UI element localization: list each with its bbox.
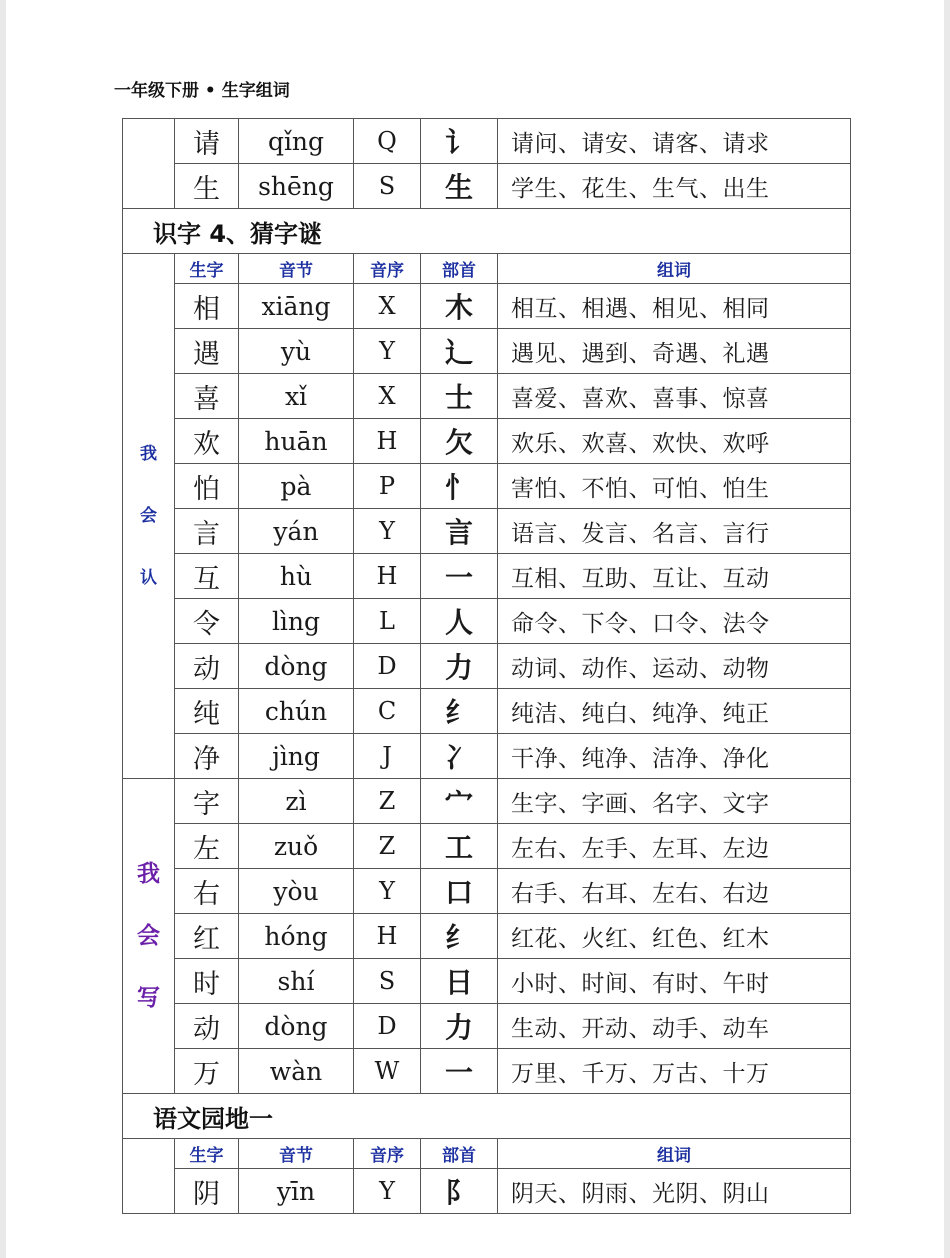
radical-cell: 工 [421, 824, 498, 869]
section-title: 语文园地一 [123, 1094, 851, 1139]
pinyin-cell: yòu [239, 869, 354, 914]
char-cell: 欢 [175, 419, 239, 464]
char-cell: 净 [175, 734, 239, 779]
pinyin-cell: hóng [239, 914, 354, 959]
header-radical: 部首 [421, 1139, 498, 1169]
order-cell: L [354, 599, 421, 644]
header-pinyin: 音节 [239, 254, 354, 284]
char-cell: 喜 [175, 374, 239, 419]
order-cell: W [354, 1049, 421, 1094]
words-cell: 遇见、遇到、奇遇、礼遇 [498, 329, 851, 374]
words-cell: 相互、相遇、相见、相同 [498, 284, 851, 329]
order-cell: Z [354, 779, 421, 824]
side-label-char: 写 [137, 985, 160, 1011]
blank-side-cell [123, 1139, 175, 1214]
radical-cell: 一 [421, 554, 498, 599]
order-cell: P [354, 464, 421, 509]
char-cell: 请 [175, 119, 239, 164]
words-cell: 纯洁、纯白、纯净、纯正 [498, 689, 851, 734]
order-cell: H [354, 554, 421, 599]
words-cell: 命令、下令、口令、法令 [498, 599, 851, 644]
table-row [123, 779, 851, 824]
page-title: 一年级下册 • 生字组词 [114, 81, 290, 101]
radical-cell: 欠 [421, 419, 498, 464]
pinyin-cell: dòng [239, 1004, 354, 1049]
pinyin-cell: yán [239, 509, 354, 554]
table-row [123, 599, 851, 644]
radical-cell: 士 [421, 374, 498, 419]
radical-cell: 忄 [421, 464, 498, 509]
pinyin-cell: qǐng [239, 119, 354, 164]
order-cell: Y [354, 1169, 421, 1214]
table-row [123, 554, 851, 599]
radical-cell: 讠 [421, 119, 498, 164]
order-cell: D [354, 1004, 421, 1049]
side-label-char: 认 [140, 568, 157, 588]
radical-cell: 冫 [421, 734, 498, 779]
page-edge-left [0, 0, 6, 1258]
header-char: 生字 [175, 254, 239, 284]
words-cell: 学生、花生、生气、出生 [498, 164, 851, 209]
radical-cell: 一 [421, 1049, 498, 1094]
header-pinyin: 音节 [239, 1139, 354, 1169]
order-cell: S [354, 959, 421, 1004]
pinyin-cell: shí [239, 959, 354, 1004]
side-label-char: 会 [140, 506, 157, 526]
char-cell: 右 [175, 869, 239, 914]
header-order: 音序 [354, 254, 421, 284]
side-label-char: 我 [140, 444, 157, 464]
table-row [123, 284, 851, 329]
char-cell: 动 [175, 1004, 239, 1049]
pinyin-cell: chún [239, 689, 354, 734]
words-cell: 右手、右耳、左右、右边 [498, 869, 851, 914]
words-cell: 小时、时间、有时、午时 [498, 959, 851, 1004]
order-cell: Q [354, 119, 421, 164]
radical-cell: 纟 [421, 914, 498, 959]
order-cell: C [354, 689, 421, 734]
char-cell: 左 [175, 824, 239, 869]
words-cell: 喜爱、喜欢、喜事、惊喜 [498, 374, 851, 419]
char-cell: 遇 [175, 329, 239, 374]
column-header-row [123, 1139, 851, 1169]
words-cell: 语言、发言、名言、言行 [498, 509, 851, 554]
page-edge-right [944, 0, 950, 1258]
order-cell: Y [354, 509, 421, 554]
table-row [123, 869, 851, 914]
header-words: 组词 [498, 1139, 851, 1169]
header-order: 音序 [354, 1139, 421, 1169]
char-cell: 红 [175, 914, 239, 959]
pinyin-cell: xǐ [239, 374, 354, 419]
order-cell: Y [354, 329, 421, 374]
table-row [123, 914, 851, 959]
char-cell: 时 [175, 959, 239, 1004]
words-cell: 阴天、阴雨、光阴、阴山 [498, 1169, 851, 1214]
table-row [123, 959, 851, 1004]
words-cell: 害怕、不怕、可怕、怕生 [498, 464, 851, 509]
char-cell: 相 [175, 284, 239, 329]
table-row [123, 734, 851, 779]
table-row [123, 119, 851, 164]
section-header [123, 1094, 851, 1139]
radical-cell: 生 [421, 164, 498, 209]
pinyin-cell: wàn [239, 1049, 354, 1094]
table-row [123, 464, 851, 509]
pinyin-cell: shēng [239, 164, 354, 209]
pinyin-cell: yīn [239, 1169, 354, 1214]
radical-cell: 人 [421, 599, 498, 644]
order-cell: Z [354, 824, 421, 869]
radical-cell: 纟 [421, 689, 498, 734]
pinyin-cell: pà [239, 464, 354, 509]
pinyin-cell: huān [239, 419, 354, 464]
pinyin-cell: hù [239, 554, 354, 599]
char-cell: 纯 [175, 689, 239, 734]
words-cell: 请问、请安、请客、请求 [498, 119, 851, 164]
section-title: 识字 4、猜字谜 [123, 209, 851, 254]
words-cell: 左右、左手、左耳、左边 [498, 824, 851, 869]
table-row [123, 689, 851, 734]
header-words: 组词 [498, 254, 851, 284]
words-cell: 生动、开动、动手、动车 [498, 1004, 851, 1049]
char-cell: 言 [175, 509, 239, 554]
table-row [123, 644, 851, 689]
table-row [123, 1004, 851, 1049]
pinyin-cell: lìng [239, 599, 354, 644]
char-cell: 生 [175, 164, 239, 209]
pinyin-cell: jìng [239, 734, 354, 779]
radical-cell: 阝 [421, 1169, 498, 1214]
table-row [123, 509, 851, 554]
table-body [123, 119, 851, 1214]
header-char: 生字 [175, 1139, 239, 1169]
order-cell: X [354, 374, 421, 419]
side-label-char: 会 [137, 923, 160, 949]
order-cell: H [354, 914, 421, 959]
pinyin-cell: xiāng [239, 284, 354, 329]
words-cell: 互相、互助、互让、互动 [498, 554, 851, 599]
table-row [123, 824, 851, 869]
order-cell: H [354, 419, 421, 464]
order-cell: X [354, 284, 421, 329]
char-cell: 字 [175, 779, 239, 824]
order-cell: S [354, 164, 421, 209]
vocabulary-table [122, 118, 851, 1214]
side-label-char: 我 [137, 861, 160, 887]
words-cell: 欢乐、欢喜、欢快、欢呼 [498, 419, 851, 464]
char-cell: 阴 [175, 1169, 239, 1214]
order-cell: D [354, 644, 421, 689]
section-header [123, 209, 851, 254]
radical-cell: 力 [421, 644, 498, 689]
char-cell: 动 [175, 644, 239, 689]
words-cell: 干净、纯净、洁净、净化 [498, 734, 851, 779]
table-row [123, 329, 851, 374]
pinyin-cell: yù [239, 329, 354, 374]
table-row [123, 1169, 851, 1214]
pinyin-cell: zì [239, 779, 354, 824]
pinyin-cell: dòng [239, 644, 354, 689]
char-cell: 令 [175, 599, 239, 644]
radical-cell: 言 [421, 509, 498, 554]
pinyin-cell: zuǒ [239, 824, 354, 869]
blank-side-cell [123, 119, 175, 209]
radical-cell: 力 [421, 1004, 498, 1049]
side-label-write [123, 779, 175, 1094]
side-label-recognize [123, 254, 175, 779]
radical-cell: 木 [421, 284, 498, 329]
char-cell: 怕 [175, 464, 239, 509]
table-row [123, 164, 851, 209]
radical-cell: 辶 [421, 329, 498, 374]
char-cell: 互 [175, 554, 239, 599]
char-cell: 万 [175, 1049, 239, 1094]
order-cell: J [354, 734, 421, 779]
header-radical: 部首 [421, 254, 498, 284]
radical-cell: 口 [421, 869, 498, 914]
table-row [123, 1049, 851, 1094]
words-cell: 红花、火红、红色、红木 [498, 914, 851, 959]
words-cell: 动词、动作、运动、动物 [498, 644, 851, 689]
table-row [123, 419, 851, 464]
radical-cell: 日 [421, 959, 498, 1004]
order-cell: Y [354, 869, 421, 914]
words-cell: 生字、字画、名字、文字 [498, 779, 851, 824]
radical-cell: 宀 [421, 779, 498, 824]
table-row [123, 374, 851, 419]
words-cell: 万里、千万、万古、十万 [498, 1049, 851, 1094]
column-header-row [123, 254, 851, 284]
